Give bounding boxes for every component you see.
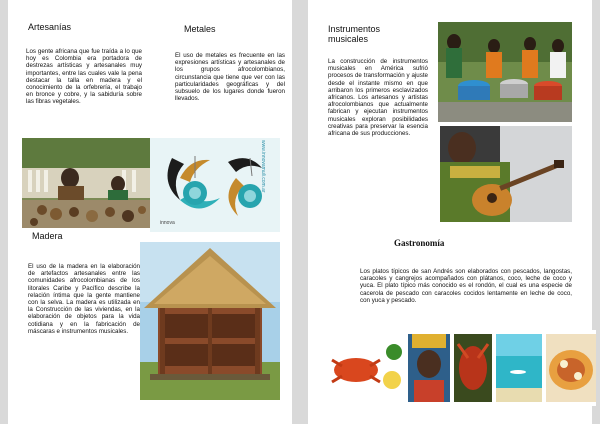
metales-title: Metales bbox=[184, 24, 216, 34]
left-page bbox=[8, 0, 292, 424]
earrings-watermark: www.innovamuli.com.ar bbox=[260, 140, 266, 193]
lobster-image bbox=[454, 334, 492, 402]
hut-photo bbox=[140, 242, 280, 400]
artisan-photo bbox=[22, 138, 150, 228]
woman-portrait-image bbox=[408, 334, 450, 402]
gastronomia-title: Gastronomía bbox=[394, 238, 445, 248]
instrumentos-title-line2: musicales bbox=[328, 34, 369, 44]
metales-text: El uso de metales es frecuente en las expresiones artísticas y artesanales de los grupos afrocolombianos, circunstancia que tiene que ver con las particularidades geográficas y del subsuelo de los lugares donde fueron llevados. bbox=[175, 52, 285, 103]
madera-text: El uso de la madera en la elaboración de artefactos artesanales entre las comunidades afrocolombianas de los litorales Caribe y Pacífico describe la relación íntima que la gente mantiene con la selva. La madera es utilizada en la Construcción de las viviendas, en la elaboración de objetos para la vida cotidiana y en la fabricación de máscaras e instrumentos musicales. bbox=[28, 263, 140, 335]
instrumentos-title bbox=[328, 24, 380, 44]
food-collage bbox=[328, 330, 596, 406]
right-page bbox=[308, 0, 592, 424]
steel-drum-photo bbox=[438, 22, 572, 122]
gastronomia-text: Los platos típicos de san Andrés son elaborados con pescados, langostas, caracoles y cangrejos acompañados con plátanos, coco, leche de coco y yuca. El plato típico más conocido es el rondón, el cual es una especie de cacerola de pescado con caracoles cocidos lentamente en leche de coco, con yuca y pescado. bbox=[360, 268, 572, 304]
earrings-logo: innova bbox=[160, 220, 175, 226]
madera-title: Madera bbox=[32, 231, 63, 241]
artesanias-title: Artesanías bbox=[28, 22, 72, 32]
dish-image bbox=[546, 334, 596, 402]
beach-image bbox=[496, 334, 542, 402]
instrumentos-text: La construcción de instrumentos musicales en América sufrió procesos de transformación y ajuste desde el instante mismo en que arribaron los primeros esclavizados africanos. Los artesanos y artistas afrocolombianos que actualmente fabrican y ejecutan instrumentos musicales exploran posibilidades creativas para preservar la esencia africana de sus producciones. bbox=[328, 58, 428, 138]
guitar-player-photo bbox=[440, 126, 572, 222]
artesanias-text: Los gente africana que fue traída a lo que hoy es Colombia era portadora de destrezas artísticas y artesanales muy importantes, entre las cuales vale la pena destacar la talla en madera y el conocimiento de la orfebrería, el trabajo en bronce y cobre, y la sabiduría sobre las fibras vegetales. bbox=[26, 48, 142, 106]
instrumentos-title-line1: Instrumentos bbox=[328, 24, 381, 34]
